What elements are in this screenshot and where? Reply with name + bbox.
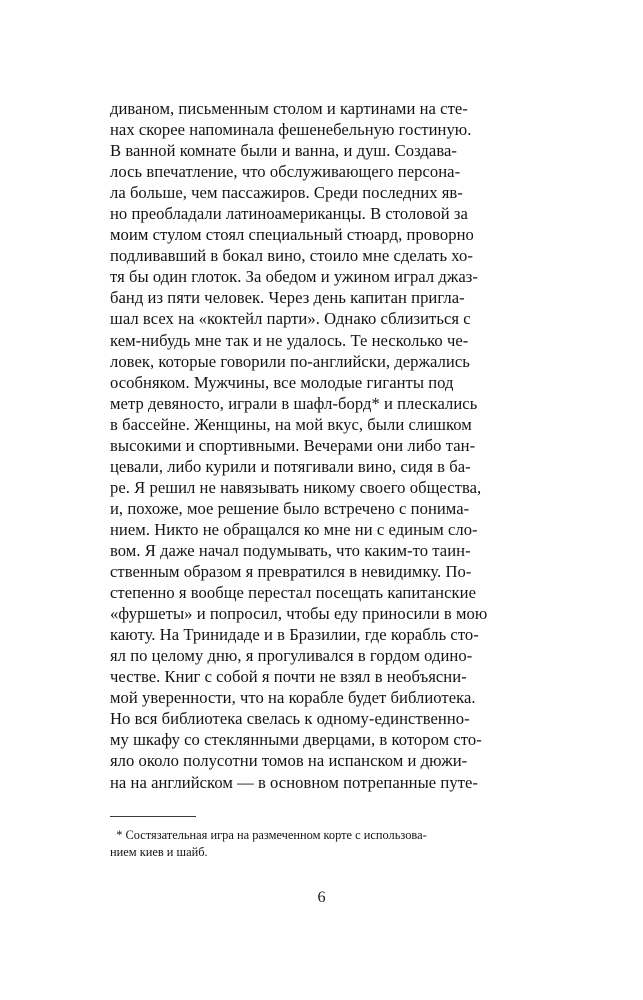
body-line: шал всех на «коктейл парти». Однако сблизиться с — [110, 309, 471, 329]
body-line: моим стулом стоял специальный стюард, проворно — [110, 225, 474, 245]
body-line: степенно я вообще перестал посещать капитанские — [110, 583, 476, 603]
body-line: ловек, которые говорили по-английски, держались — [110, 351, 470, 371]
body-line: вом. Я даже начал подумывать, что каким-то таин- — [110, 540, 471, 560]
body-line: В ванной комнате были и ванна, и душ. Создава- — [110, 141, 457, 161]
body-line: ре. Я решил не навязывать никому своего общества, — [110, 477, 482, 497]
body-line: лось впечатление, что обслуживающего персона- — [110, 162, 461, 182]
body-line: нах скорее напоминала фешенебельную гостиную. — [110, 120, 472, 140]
body-line: подливавший в бокал вино, стоило мне сделать хо- — [110, 246, 473, 266]
body-line: каюту. На Тринидаде и в Бразилии, где корабль сто- — [110, 625, 479, 645]
body-line: тя бы один глоток. За обедом и ужином играл джаз- — [110, 267, 478, 287]
body-line: ла больше, чем пассажиров. Среди последних яв- — [110, 183, 463, 203]
body-line: мой уверенности, что на корабле будет библиотека. — [110, 688, 476, 708]
body-line: ял по целому дню, я прогуливался в гордом одино- — [110, 646, 473, 666]
body-line: метр девяносто, играли в шафл-борд* и плескались — [110, 393, 478, 413]
body-text-block — [110, 98, 533, 793]
body-line: высокими и спортивными. Вечерами они либо тан- — [110, 435, 476, 455]
body-line: банд из пяти человек. Через день капитан пригла- — [110, 288, 465, 308]
body-line: му шкафу со стеклянными дверцами, в котором сто- — [110, 730, 482, 750]
body-line: ственным образом я превратился в невидимку. По- — [110, 562, 472, 582]
footnote-area — [110, 816, 533, 862]
footnote-text — [110, 826, 533, 862]
body-line: нием. Никто не обращался ко мне ни с единым сло- — [110, 519, 478, 539]
body-line: яло около полусотни томов на испанском и дюжи- — [110, 751, 468, 771]
footnote-separator-rule — [110, 816, 196, 817]
body-line: кем-нибудь мне так и не удалось. Те несколько че- — [110, 330, 469, 350]
body-line: цевали, либо курили и потягивали вино, сидя в ба- — [110, 456, 471, 476]
body-line: диваном, письменным столом и картинами на сте- — [110, 99, 468, 118]
body-line: на на английском — в основном потрепанные путе- — [110, 772, 478, 792]
footnote-line: * Состязательная игра на размеченном корте с использова- — [110, 828, 427, 842]
body-line: и, похоже, мое решение было встречено с понима- — [110, 498, 470, 518]
body-line: «фуршеты» и попросил, чтобы еду приносили в мою — [110, 604, 488, 624]
body-line: но преобладали латиноамериканцы. В столовой за — [110, 204, 468, 224]
body-line: особняком. Мужчины, все молодые гиганты под — [110, 372, 454, 392]
body-line: в бассейне. Женщины, на мой вкус, были слишком — [110, 414, 472, 434]
body-line: честве. Книг с собой я почти не взял в необъясни- — [110, 667, 467, 687]
footnote-line: нием киев и шайб. — [110, 845, 208, 860]
page-number: 6 — [317, 888, 326, 906]
body-line: Но вся библиотека свелась к одному-единственно- — [110, 709, 470, 729]
